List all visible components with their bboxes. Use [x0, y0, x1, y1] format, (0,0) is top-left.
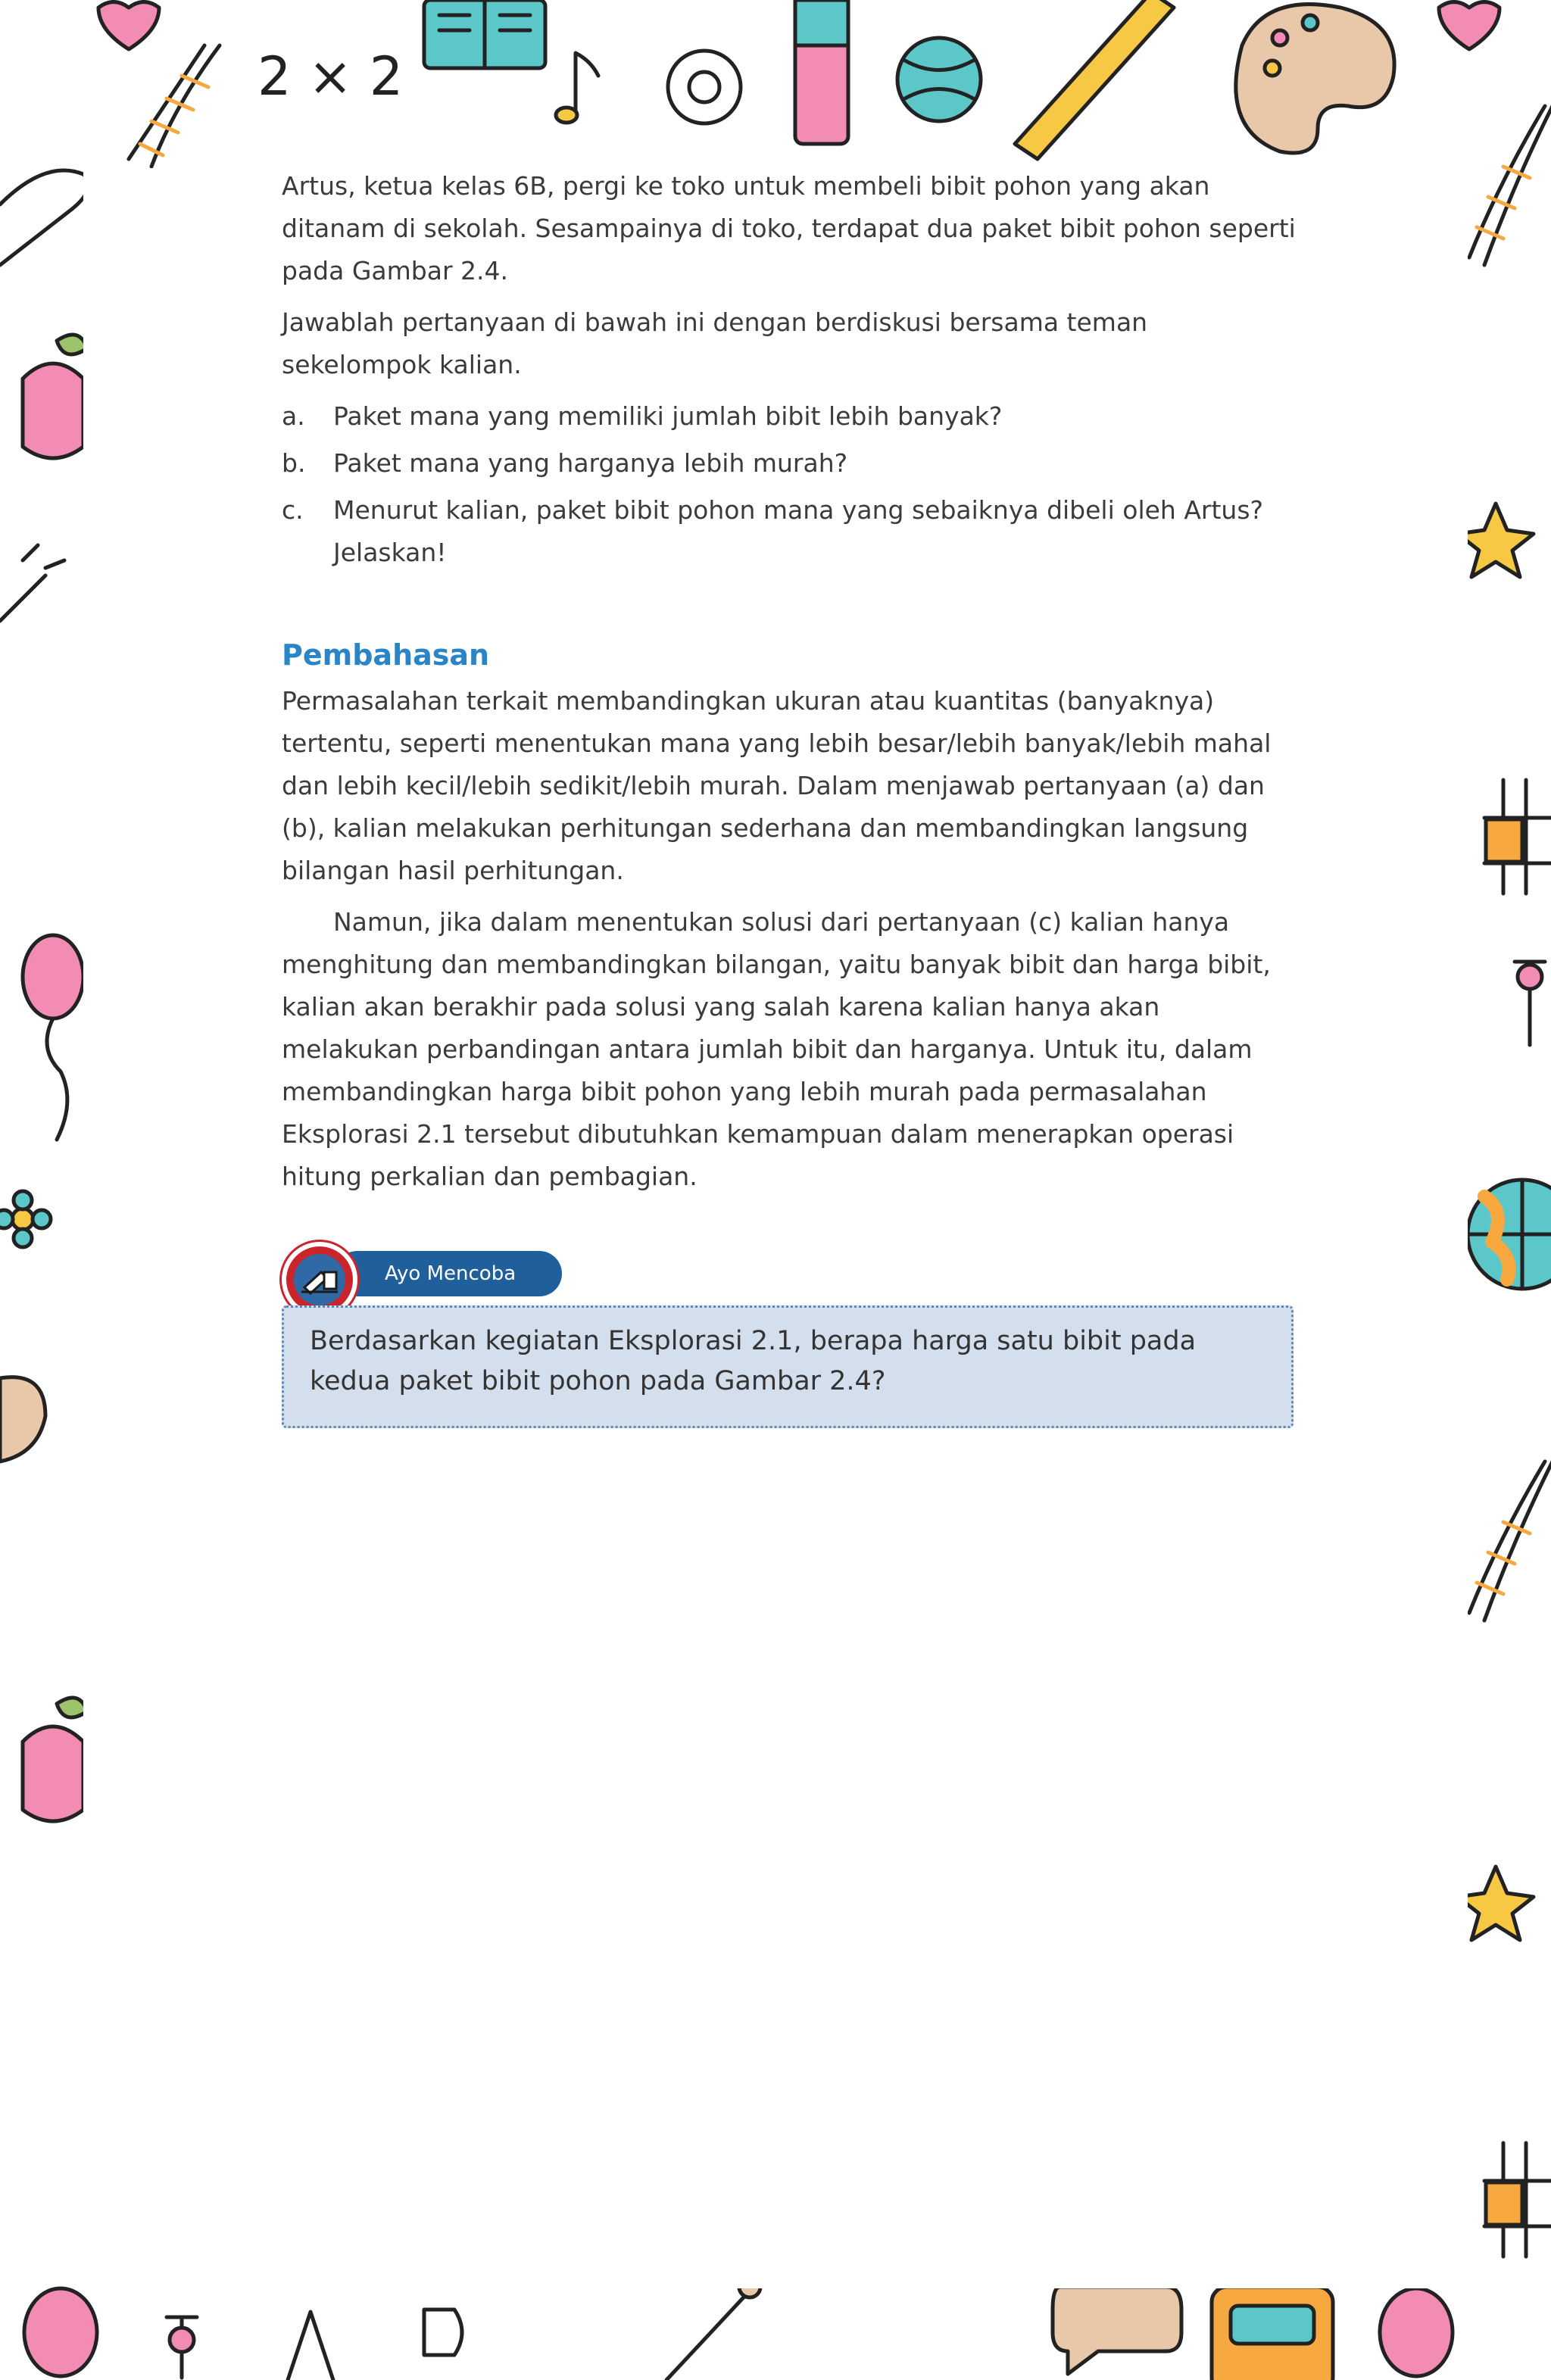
heart-icon: [1439, 2, 1500, 50]
palette-icon: [1236, 5, 1394, 153]
palette-icon: [0, 1377, 45, 1461]
tic-tac-toe-icon: [1484, 2143, 1551, 2257]
question-item: [282, 395, 1297, 438]
ball-icon: [897, 38, 981, 121]
star-icon: [1458, 504, 1534, 577]
ruler-icon: [1015, 0, 1174, 159]
ayo-mencoba-label: Ayo Mencoba: [335, 1251, 562, 1296]
paperclip-icon: [0, 170, 89, 265]
pin-icon: [167, 2317, 197, 2378]
discussion-paragraph: Permasalahan terkait membandingkan ukuran atau kuantitas (banyaknya) tertentu, seperti menentukan mana yang lebih besar/lebih banyak/lebih mahal dan lebih kecil/lebih sedikit/lebih murah. Dalam menjawab pertanyaan (a) dan (b), kalian melakukan perhitungan sederhana dan membandingkan langsung bilangan hasil perhitungan.: [282, 686, 1272, 885]
star-icon: [1458, 1867, 1534, 1940]
tic-tac-toe-icon: [1484, 780, 1551, 894]
apple-icon: [23, 1698, 87, 1821]
question-text: Menurut kalian, paket bibit pohon mana yang sebaiknya dibeli oleh Artus? Jelaskan!: [333, 495, 1264, 567]
globe-icon: [1468, 1180, 1551, 1289]
question-item: [282, 489, 1297, 574]
dna-icon: [1469, 1461, 1551, 1620]
instruction-paragraph: Jawablah pertanyaan di bawah ini dengan berdiskusi bersama teman sekelompok kalian.: [282, 307, 1148, 379]
speech-bubble-icon: [1053, 2287, 1181, 2374]
balloon-icon: [1380, 2288, 1453, 2376]
paintbrush-icon: [0, 545, 64, 621]
dna-icon: [129, 45, 220, 167]
dna-icon: [1469, 106, 1551, 265]
apple-icon: [23, 335, 87, 458]
question-text: Paket mana yang memiliki jumlah bibit lebih banyak?: [333, 401, 1003, 431]
page-content: [282, 165, 1297, 1424]
balloon-icon: [24, 2288, 97, 2376]
ayo-mencoba-callout: [282, 1242, 1297, 1424]
section-heading: Pembahasan: [282, 638, 490, 672]
heart-icon: [98, 2, 159, 50]
pin-icon: [1515, 962, 1545, 1045]
ayo-mencoba-question: Berdasarkan kegiatan Eksplorasi 2.1, berapa harga satu bibit pada kedua paket bibit pohon pada Gambar 2.4?: [282, 1305, 1294, 1428]
balloon-icon: [23, 935, 83, 1140]
abc-letters-icon: [288, 2310, 462, 2380]
music-note-icon: [556, 53, 598, 123]
question-letter: a.: [282, 401, 305, 431]
discussion-paragraph-2: Namun, jika dalam menentukan solusi dari pertanyaan (c) kalian hanya menghitung dan membandingkan bilangan, yaitu banyak bibit dan harga bibit, kalian akan berakhir pada solusi yang salah karena kalian hanya akan melakukan perbandingan antara jumlah bibit dan harganya. Untuk itu, dalam membandingkan harga bibit pohon yang lebih murah pada permasalahan Eksplorasi 2.1 tersebut dibutuhkan kemampuan dalam menerapkan operasi hitung perkalian dan pembagian.: [282, 907, 1271, 1191]
question-letter: c.: [282, 495, 304, 525]
bus-icon: [1212, 2287, 1333, 2380]
math-doodle: 2 × 2: [257, 45, 404, 108]
book-icon: [424, 0, 545, 68]
question-list: [282, 395, 1297, 574]
pencil-icon: [795, 0, 848, 144]
question-item: [282, 442, 1297, 485]
at-sign-icon: [668, 51, 741, 123]
intro-paragraph: Artus, ketua kelas 6B, pergi ke toko untuk membeli bibit pohon yang akan ditanam di sekolah. Sesampainya di toko, terdapat dua paket bibit pohon seperti pada Gambar 2.4.: [282, 171, 1296, 285]
question-letter: b.: [282, 448, 306, 478]
flower-icon: [0, 1191, 51, 1247]
question-text: Paket mana yang harganya lebih murah?: [333, 448, 848, 478]
